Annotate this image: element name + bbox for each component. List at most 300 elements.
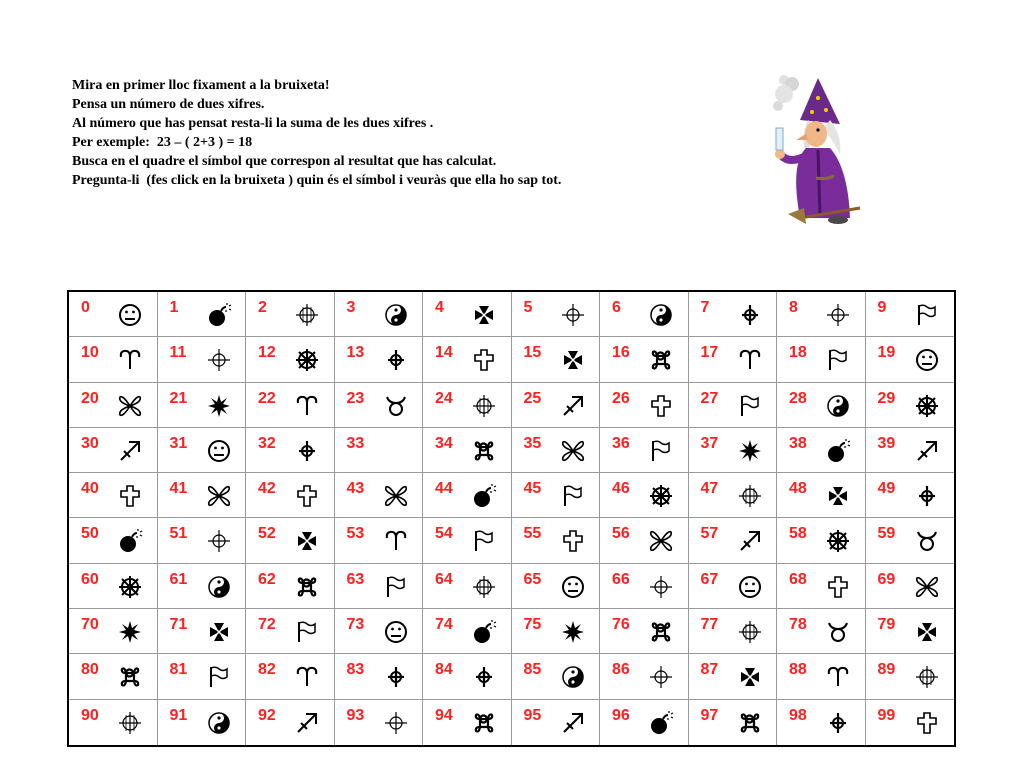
bomb-icon xyxy=(471,619,497,645)
grid-cell xyxy=(335,609,424,654)
floral-heart-icon xyxy=(648,528,674,554)
dharma-wheel-icon xyxy=(648,483,674,509)
command-key-icon xyxy=(648,619,674,645)
cell-number: 69 xyxy=(877,570,896,588)
aries-icon xyxy=(294,664,320,690)
latin-cross-icon xyxy=(294,483,320,509)
cell-number: 65 xyxy=(523,570,542,588)
cell-number: 29 xyxy=(877,389,896,407)
cell-number: 64 xyxy=(435,570,453,588)
cell-number: 81 xyxy=(169,661,188,679)
grid-cell xyxy=(158,700,247,745)
grid-cell xyxy=(158,337,247,382)
grid-cell xyxy=(600,337,689,382)
grid-cell xyxy=(689,337,778,382)
grid-cell xyxy=(423,654,512,699)
grid-cell xyxy=(69,654,158,699)
bomb-icon xyxy=(471,483,497,509)
cell-number: 44 xyxy=(435,480,453,498)
grid-cell xyxy=(335,564,424,609)
flag-icon xyxy=(737,393,763,419)
grid-cell xyxy=(777,564,866,609)
smiley-icon xyxy=(383,619,409,645)
grid-cell xyxy=(600,383,689,428)
cell-number: 0 xyxy=(81,299,90,316)
cell-number: 43 xyxy=(346,480,365,498)
starburst-icon xyxy=(560,619,586,645)
dharma-wheel-icon xyxy=(825,528,851,554)
grid-cell xyxy=(512,700,601,745)
aries-icon xyxy=(117,347,143,373)
cell-number: 47 xyxy=(700,480,719,498)
cell-number: 11 xyxy=(169,344,187,362)
cell-number: 79 xyxy=(877,616,896,634)
yin-yang-icon xyxy=(648,302,674,328)
grid-cell xyxy=(69,383,158,428)
yin-yang-icon xyxy=(825,393,851,419)
cell-number: 38 xyxy=(789,434,807,452)
grid-cell xyxy=(423,473,512,518)
grid-cell xyxy=(158,473,247,518)
cell-number: 36 xyxy=(612,434,630,452)
cell-number: 58 xyxy=(789,525,807,543)
grid-cell xyxy=(246,654,335,699)
crosshair-icon xyxy=(117,710,143,736)
cell-number: 52 xyxy=(258,525,276,543)
grid-cell xyxy=(600,564,689,609)
instruction-line-4: Per exemple: 23 – ( 2+3 ) = 18 xyxy=(72,135,253,150)
yin-yang-icon xyxy=(206,710,232,736)
cell-number: 16 xyxy=(612,344,630,362)
target-icon xyxy=(825,302,851,328)
cell-number: 95 xyxy=(523,706,542,724)
cell-number: 53 xyxy=(346,525,365,543)
cell-number: 10 xyxy=(81,344,99,362)
instruction-line-3: Al número que has pensat resta-li la suma de les dues xifres . xyxy=(72,116,434,131)
grid-cell xyxy=(423,609,512,654)
cell-number: 51 xyxy=(169,525,188,543)
smiley-icon xyxy=(117,302,143,328)
grid-cell xyxy=(335,383,424,428)
cell-number: 32 xyxy=(258,434,276,452)
cell-number: 74 xyxy=(435,616,453,634)
cell-number: 20 xyxy=(81,389,99,407)
grid-cell xyxy=(600,609,689,654)
grid-cell xyxy=(246,428,335,473)
instruction-line-1: Mira en primer lloc fixament a la bruixeta! xyxy=(72,78,330,93)
taurus-icon xyxy=(914,528,940,554)
cell-number: 18 xyxy=(789,344,807,362)
command-key-icon xyxy=(471,438,497,464)
smiley-icon xyxy=(914,347,940,373)
grid-cell xyxy=(689,292,778,337)
crosshair-icon xyxy=(471,393,497,419)
grid-cell xyxy=(335,337,424,382)
crosshair-icon xyxy=(914,664,940,690)
grid-cell xyxy=(335,654,424,699)
floral-heart-icon xyxy=(206,483,232,509)
grid-cell xyxy=(600,473,689,518)
sagittarius-arrow-icon xyxy=(914,438,940,464)
cross-circle-icon xyxy=(383,347,409,373)
maltese-cross-icon xyxy=(825,483,851,509)
grid-cell xyxy=(866,292,955,337)
cell-number: 84 xyxy=(435,661,453,679)
grid-cell xyxy=(335,700,424,745)
grid-cell xyxy=(69,518,158,563)
dharma-wheel-icon xyxy=(117,574,143,600)
cell-number: 26 xyxy=(612,389,630,407)
symbol-grid xyxy=(67,290,956,747)
dharma-wheel-icon xyxy=(914,393,940,419)
smiley-icon xyxy=(560,574,586,600)
taurus-icon xyxy=(383,393,409,419)
flag-icon xyxy=(471,528,497,554)
cell-number: 85 xyxy=(523,661,542,679)
grid-cell xyxy=(512,564,601,609)
cell-number: 2 xyxy=(258,299,267,316)
grid-cell xyxy=(777,700,866,745)
cell-number: 88 xyxy=(789,661,807,679)
cell-number: 72 xyxy=(258,616,276,634)
cell-number: 45 xyxy=(523,480,542,498)
grid-cell xyxy=(423,564,512,609)
maltese-cross-icon xyxy=(471,302,497,328)
grid-cell xyxy=(866,383,955,428)
cross-circle-icon xyxy=(914,483,940,509)
grid-cell xyxy=(246,609,335,654)
target-icon xyxy=(648,664,674,690)
grid-cell xyxy=(689,609,778,654)
command-key-icon xyxy=(294,574,320,600)
grid-cell xyxy=(866,700,955,745)
floral-heart-icon xyxy=(914,574,940,600)
target-icon xyxy=(383,710,409,736)
grid-cell xyxy=(423,383,512,428)
starburst-icon xyxy=(206,393,232,419)
latin-cross-icon xyxy=(117,483,143,509)
cross-circle-icon xyxy=(294,438,320,464)
cell-number: 42 xyxy=(258,480,276,498)
flag-icon xyxy=(648,438,674,464)
grid-cell xyxy=(158,292,247,337)
crosshair-icon xyxy=(737,483,763,509)
grid-cell xyxy=(777,337,866,382)
cell-number: 55 xyxy=(523,525,542,543)
cell-number: 61 xyxy=(169,570,188,588)
grid-cell xyxy=(423,428,512,473)
cell-number: 75 xyxy=(523,616,542,634)
grid-cell xyxy=(246,337,335,382)
grid-cell xyxy=(600,518,689,563)
cell-number: 17 xyxy=(700,344,719,362)
instructions xyxy=(72,76,561,190)
cell-number: 15 xyxy=(523,344,542,362)
cell-number: 1 xyxy=(169,299,179,316)
grid-cell xyxy=(866,609,955,654)
grid-cell xyxy=(246,473,335,518)
latin-cross-icon xyxy=(914,710,940,736)
command-key-icon xyxy=(471,710,497,736)
cell-number: 33 xyxy=(346,434,365,452)
cell-number: 77 xyxy=(700,616,719,634)
grid-cell xyxy=(69,609,158,654)
cell-number: 80 xyxy=(81,661,99,679)
grid-cell xyxy=(512,383,601,428)
cell-number: 54 xyxy=(435,525,453,543)
taurus-icon xyxy=(825,619,851,645)
grid-cell xyxy=(689,564,778,609)
cell-number: 93 xyxy=(346,706,365,724)
grid-cell xyxy=(335,292,424,337)
grid-cell xyxy=(69,700,158,745)
cell-number: 57 xyxy=(700,525,719,543)
cell-number: 48 xyxy=(789,480,807,498)
flag-icon xyxy=(825,347,851,373)
cell-number: 71 xyxy=(169,616,188,634)
cell-number: 82 xyxy=(258,661,276,679)
grid-cell xyxy=(777,383,866,428)
cell-number: 40 xyxy=(81,480,99,498)
grid-cell xyxy=(158,518,247,563)
aries-icon xyxy=(737,347,763,373)
aries-icon xyxy=(383,528,409,554)
bomb-icon xyxy=(206,302,232,328)
sagittarius-arrow-icon xyxy=(560,710,586,736)
cell-number: 63 xyxy=(346,570,365,588)
starburst-icon xyxy=(737,438,763,464)
maltese-cross-icon xyxy=(560,347,586,373)
grid-cell xyxy=(246,518,335,563)
cell-number: 7 xyxy=(700,299,710,316)
grid-cell xyxy=(866,428,955,473)
flag-icon xyxy=(383,574,409,600)
instruction-line-5: Busca en el quadre el símbol que correspon al resultat que has calculat. xyxy=(72,154,497,169)
cell-number: 34 xyxy=(435,434,453,452)
maltese-cross-icon xyxy=(737,664,763,690)
cell-number: 96 xyxy=(612,706,630,724)
grid-cell xyxy=(69,428,158,473)
aries-icon xyxy=(294,393,320,419)
cell-number: 12 xyxy=(258,344,276,362)
grid-cell xyxy=(335,518,424,563)
cell-number: 68 xyxy=(789,570,807,588)
maltese-cross-icon xyxy=(294,528,320,554)
cell-number: 25 xyxy=(523,389,542,407)
cell-number: 90 xyxy=(81,706,99,724)
grid-cell xyxy=(777,292,866,337)
floral-heart-icon xyxy=(383,483,409,509)
grid-cell xyxy=(158,609,247,654)
cell-number: 19 xyxy=(877,344,896,362)
cell-number: 5 xyxy=(523,299,533,316)
latin-cross-icon xyxy=(471,347,497,373)
grid-cell xyxy=(423,518,512,563)
cell-number: 92 xyxy=(258,706,276,724)
target-icon xyxy=(206,528,232,554)
grid-cell xyxy=(335,473,424,518)
grid-cell xyxy=(777,518,866,563)
cell-number: 14 xyxy=(435,344,453,362)
cell-number: 73 xyxy=(346,616,365,634)
grid-cell xyxy=(689,518,778,563)
latin-cross-icon xyxy=(825,574,851,600)
grid-cell xyxy=(158,428,247,473)
cell-number: 99 xyxy=(877,706,896,724)
cross-circle-icon xyxy=(383,664,409,690)
grid-cell xyxy=(512,654,601,699)
cell-number: 62 xyxy=(258,570,276,588)
cell-number: 86 xyxy=(612,661,630,679)
grid-cell xyxy=(69,337,158,382)
grid-cell xyxy=(689,428,778,473)
floral-heart-icon xyxy=(560,438,586,464)
cell-number: 87 xyxy=(700,661,719,679)
instruction-line-2: Pensa un número de dues xifres. xyxy=(72,97,265,112)
bomb-icon xyxy=(825,438,851,464)
cell-number: 97 xyxy=(700,706,719,724)
cell-number: 91 xyxy=(169,706,188,724)
crosshair-icon xyxy=(294,302,320,328)
cell-number: 23 xyxy=(346,389,365,407)
grid-cell xyxy=(689,654,778,699)
grid-cell xyxy=(689,700,778,745)
bomb-icon xyxy=(648,710,674,736)
cell-number: 22 xyxy=(258,389,276,407)
cell-number: 78 xyxy=(789,616,807,634)
cell-number: 41 xyxy=(169,480,188,498)
yin-yang-icon xyxy=(206,574,232,600)
yin-yang-icon xyxy=(560,664,586,690)
grid-cell xyxy=(866,564,955,609)
grid-cell xyxy=(512,428,601,473)
grid-cell xyxy=(512,292,601,337)
grid-cell xyxy=(600,700,689,745)
yin-yang-icon xyxy=(383,302,409,328)
aries-icon xyxy=(825,664,851,690)
cell-number: 46 xyxy=(612,480,630,498)
cell-number: 59 xyxy=(877,525,896,543)
grid-cell xyxy=(158,654,247,699)
grid-cell xyxy=(246,564,335,609)
wizard-witch-button[interactable] xyxy=(760,68,870,228)
cell-number: 39 xyxy=(877,434,896,452)
grid-cell xyxy=(600,654,689,699)
sagittarius-arrow-icon xyxy=(294,710,320,736)
command-key-icon xyxy=(737,710,763,736)
maltese-cross-icon xyxy=(914,619,940,645)
grid-cell xyxy=(600,428,689,473)
flag-icon xyxy=(294,619,320,645)
grid-cell xyxy=(512,518,601,563)
grid-cell xyxy=(866,654,955,699)
floral-heart-icon xyxy=(117,393,143,419)
cell-number: 24 xyxy=(435,389,453,407)
wizard-witch-icon xyxy=(760,68,870,228)
cell-number: 56 xyxy=(612,525,630,543)
cross-circle-icon xyxy=(471,664,497,690)
command-key-icon xyxy=(117,664,143,690)
grid-cell xyxy=(866,337,955,382)
smiley-icon xyxy=(206,438,232,464)
cell-number: 83 xyxy=(346,661,365,679)
cell-number: 67 xyxy=(700,570,719,588)
grid-cell xyxy=(777,609,866,654)
grid-cell xyxy=(600,292,689,337)
latin-cross-icon xyxy=(648,393,674,419)
cell-number: 31 xyxy=(169,434,188,452)
cell-number: 76 xyxy=(612,616,630,634)
grid-cell xyxy=(335,428,424,473)
cell-number: 66 xyxy=(612,570,630,588)
command-key-icon xyxy=(648,347,674,373)
grid-cell xyxy=(158,383,247,428)
sagittarius-arrow-icon xyxy=(117,438,143,464)
empty-symbol xyxy=(383,438,409,464)
cell-number: 8 xyxy=(789,299,798,316)
sagittarius-arrow-icon xyxy=(560,393,586,419)
cross-circle-icon xyxy=(737,302,763,328)
bomb-icon xyxy=(117,528,143,554)
cell-number: 28 xyxy=(789,389,807,407)
crosshair-icon xyxy=(471,574,497,600)
grid-cell xyxy=(777,428,866,473)
grid-cell xyxy=(246,292,335,337)
grid-cell xyxy=(69,292,158,337)
grid-cell xyxy=(158,564,247,609)
grid-cell xyxy=(512,337,601,382)
cell-number: 6 xyxy=(612,299,621,316)
grid-cell xyxy=(246,700,335,745)
grid-cell xyxy=(512,473,601,518)
grid-cell xyxy=(512,609,601,654)
instruction-line-6: Pregunta-li (fes click en la bruixeta ) quin és el símbol i veuràs que ella ho sap tot. xyxy=(72,173,562,188)
grid-cell xyxy=(246,383,335,428)
flag-icon xyxy=(206,664,232,690)
grid-cell xyxy=(69,473,158,518)
cell-number: 89 xyxy=(877,661,896,679)
cell-number: 70 xyxy=(81,616,99,634)
target-icon xyxy=(560,302,586,328)
maltese-cross-icon xyxy=(206,619,232,645)
grid-cell xyxy=(777,654,866,699)
target-icon xyxy=(206,347,232,373)
target-icon xyxy=(648,574,674,600)
grid-cell xyxy=(777,473,866,518)
cell-number: 35 xyxy=(523,434,542,452)
smiley-icon xyxy=(737,574,763,600)
grid-cell xyxy=(689,383,778,428)
latin-cross-icon xyxy=(560,528,586,554)
cell-number: 13 xyxy=(346,344,365,362)
starburst-icon xyxy=(117,619,143,645)
cell-number: 30 xyxy=(81,434,99,452)
cell-number: 3 xyxy=(346,299,356,316)
sagittarius-arrow-icon xyxy=(737,528,763,554)
grid-cell xyxy=(689,473,778,518)
cell-number: 60 xyxy=(81,570,99,588)
grid-cell xyxy=(69,564,158,609)
grid-cell xyxy=(423,292,512,337)
cell-number: 27 xyxy=(700,389,719,407)
grid-cell xyxy=(423,700,512,745)
cell-number: 94 xyxy=(435,706,453,724)
cross-circle-icon xyxy=(825,710,851,736)
grid-cell xyxy=(866,473,955,518)
grid-cell xyxy=(866,518,955,563)
crosshair-icon xyxy=(737,619,763,645)
cell-number: 9 xyxy=(877,299,887,316)
